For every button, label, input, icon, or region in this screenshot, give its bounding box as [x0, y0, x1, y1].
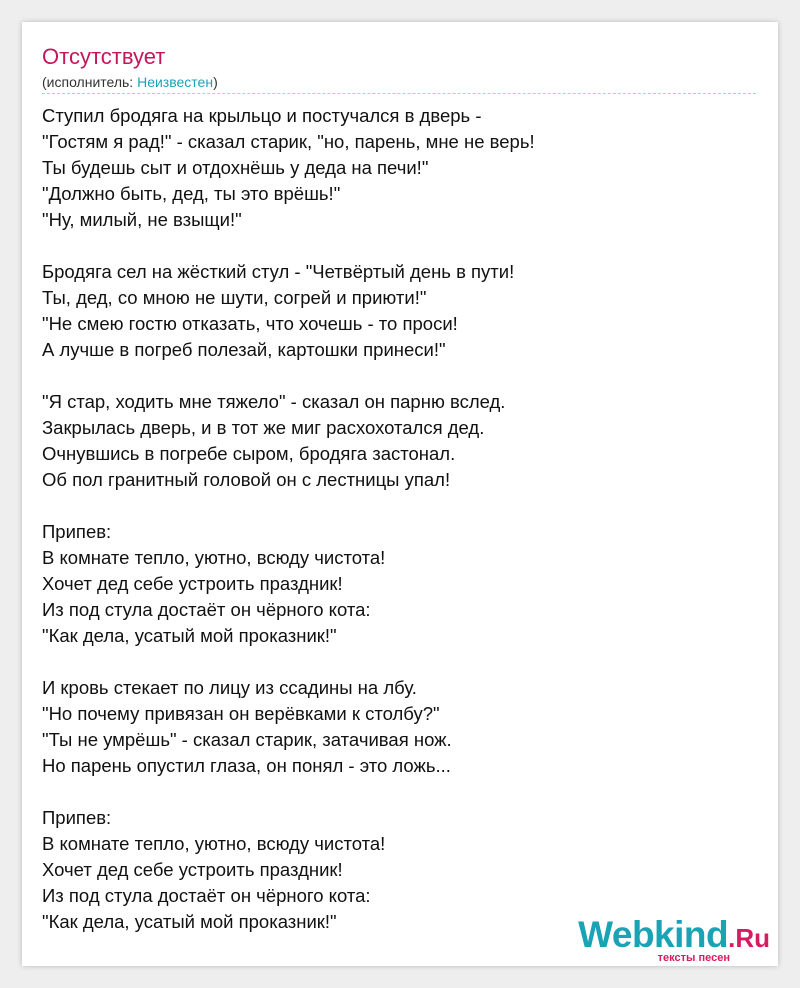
lyric-line: "Я стар, ходить мне тяжело" - сказал он парню вслед. [42, 391, 506, 412]
lyric-line: И кровь стекает по лицу из ссадины на лбу. [42, 677, 417, 698]
lyric-line: "Гостям я рад!" - сказал старик, "но, парень, мне не верь! [42, 131, 535, 152]
site-logo[interactable] [578, 915, 770, 964]
lyric-line: Из под стула достаёт он чёрного кота: [42, 885, 371, 906]
lyric-line: Из под стула достаёт он чёрного кота: [42, 599, 371, 620]
artist-prefix: (исполнитель: [42, 74, 138, 90]
lyric-line: Хочет дед себе устроить праздник! [42, 859, 343, 880]
stanza-gap [42, 649, 758, 675]
logo-main-text: Webkind [578, 914, 729, 955]
lyric-line: А лучше в погреб полезай, картошки принеси!" [42, 339, 446, 360]
lyric-line: В комнате тепло, уютно, всюду чистота! [42, 547, 386, 568]
lyric-line: Бродяга сел на жёсткий стул - "Четвёртый день в пути! [42, 261, 515, 282]
lyric-line: Закрылась дверь, и в тот же миг расхохотался дед. [42, 417, 485, 438]
stanza-gap [42, 493, 758, 519]
lyric-line: Ступил бродяга на крыльцо и постучался в дверь - [42, 105, 482, 126]
artist-suffix: ) [213, 74, 218, 90]
song-title: Отсутствует [42, 44, 166, 69]
logo-domain-suffix: .Ru [728, 923, 770, 953]
stanza-gap [42, 233, 758, 259]
logo-subtitle: тексты песен [657, 952, 730, 964]
lyric-line: "Должно быть, дед, ты это врёшь!" [42, 183, 341, 204]
lyric-line: "Как дела, усатый мой проказник!" [42, 911, 337, 932]
lyric-line: Но парень опустил глаза, он понял - это ложь... [42, 755, 451, 776]
lyric-line: "Но почему привязан он верёвками к столбу?" [42, 703, 440, 724]
lyric-line: В комнате тепло, уютно, всюду чистота! [42, 833, 386, 854]
lyric-line: Об пол гранитный головой он с лестницы упал! [42, 469, 451, 490]
artist-line [42, 73, 218, 91]
artist-link[interactable]: Неизвестен [137, 74, 214, 90]
lyric-line: "Ты не умрёшь" - сказал старик, затачивая нож. [42, 729, 452, 750]
title-divider [42, 93, 756, 94]
lyric-line: Ты будешь сыт и отдохнёшь у деда на печи!" [42, 157, 429, 178]
lyric-line: "Ну, милый, не взыщи!" [42, 209, 242, 230]
lyrics-text [42, 103, 758, 935]
lyric-line: "Не смею гостю отказать, что хочешь - то проси! [42, 313, 458, 334]
lyric-line: "Как дела, усатый мой проказник!" [42, 625, 337, 646]
stanza-gap [42, 779, 758, 805]
lyric-line: Хочет дед себе устроить праздник! [42, 573, 343, 594]
lyric-line: Припев: [42, 521, 112, 542]
lyric-line: Припев: [42, 807, 112, 828]
lyric-line: Ты, дед, со мною не шути, согрей и приюти!" [42, 287, 427, 308]
lyrics-card [22, 22, 778, 966]
lyric-line: Очнувшись в погребе сыром, бродяга застонал. [42, 443, 456, 464]
stanza-gap [42, 363, 758, 389]
